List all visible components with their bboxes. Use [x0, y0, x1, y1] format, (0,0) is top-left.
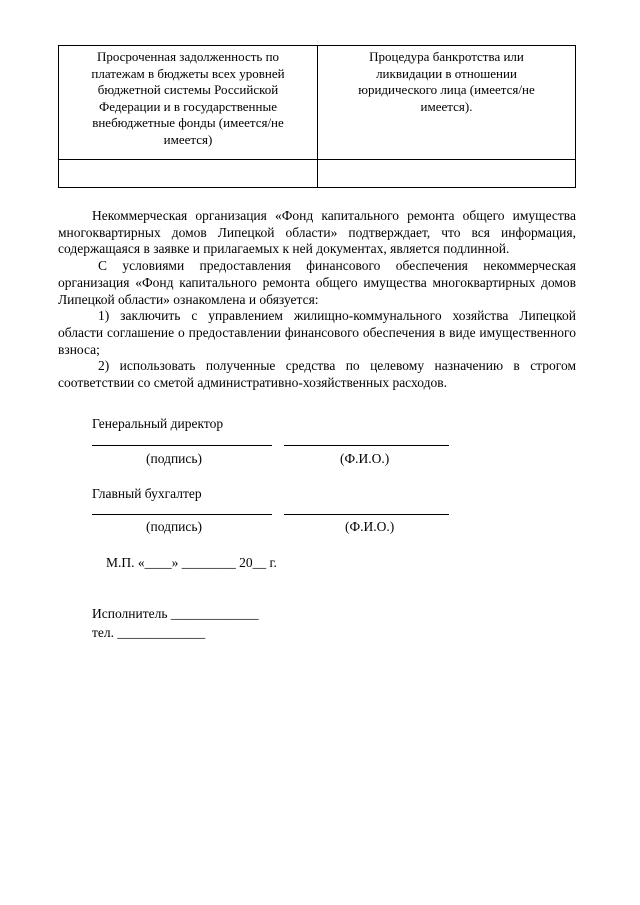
director-title: Генеральный директор: [92, 416, 224, 431]
obligation-item-1: 1) заключить с управлением жилищно-коммунального хозяйства Липецкой области соглашение о предоставлении финансового обеспечения в виде имущественного взноса;: [58, 308, 576, 357]
accountant-signature-caption: (подпись): [146, 519, 203, 534]
director-signature-line: [92, 445, 272, 446]
table-header-bankruptcy: Процедура банкротства или ликвидации в отношении юридического лица (имеется/не имеется).: [318, 46, 576, 160]
director-name-line: [284, 445, 449, 446]
table-header-row: [59, 46, 576, 160]
body-text: [58, 208, 576, 392]
table-row: [59, 160, 576, 188]
director-name-caption: (Ф.И.О.): [340, 451, 390, 466]
table-cell-debt: [59, 160, 318, 188]
accountant-name-line: [284, 514, 449, 515]
stamp-date-line: М.П. «____» ________ 20__ г.: [106, 555, 277, 570]
accountant-signature-line: [92, 514, 272, 515]
paragraph-obligations: С условиями предоставления финансового обеспечения некоммерческая организация «Фонд капитального ремонта общего имущества многоквартирных домов Липецкой области» ознакомлена и обязуется:: [58, 258, 576, 307]
info-table: [58, 45, 576, 188]
table-cell-bankruptcy: [318, 160, 576, 188]
executor-phone: тел. _____________: [92, 625, 206, 640]
director-signature-caption: (подпись): [146, 451, 203, 466]
obligation-item-2: 2) использовать полученные средства по целевому назначению в строгом соответствии со сметой административно-хозяйственных расходов.: [58, 358, 576, 391]
paragraph-confirmation: Некоммерческая организация «Фонд капитального ремонта общего имущества многоквартирных домов Липецкой области» подтверждает, что вся информация, содержащаяся в заявке и прилагаемых к ней документах, является подлинной.: [58, 208, 576, 257]
table-header-debt: Просроченная задолженность по платежам в бюджеты всех уровней бюджетной системы Российской Федерации и в государственные внебюджетные фонды (имеется/не имеется): [59, 46, 318, 160]
accountant-title: Главный бухгалтер: [92, 486, 202, 501]
accountant-name-caption: (Ф.И.О.): [345, 519, 395, 534]
executor-label: Исполнитель _____________: [92, 606, 259, 621]
